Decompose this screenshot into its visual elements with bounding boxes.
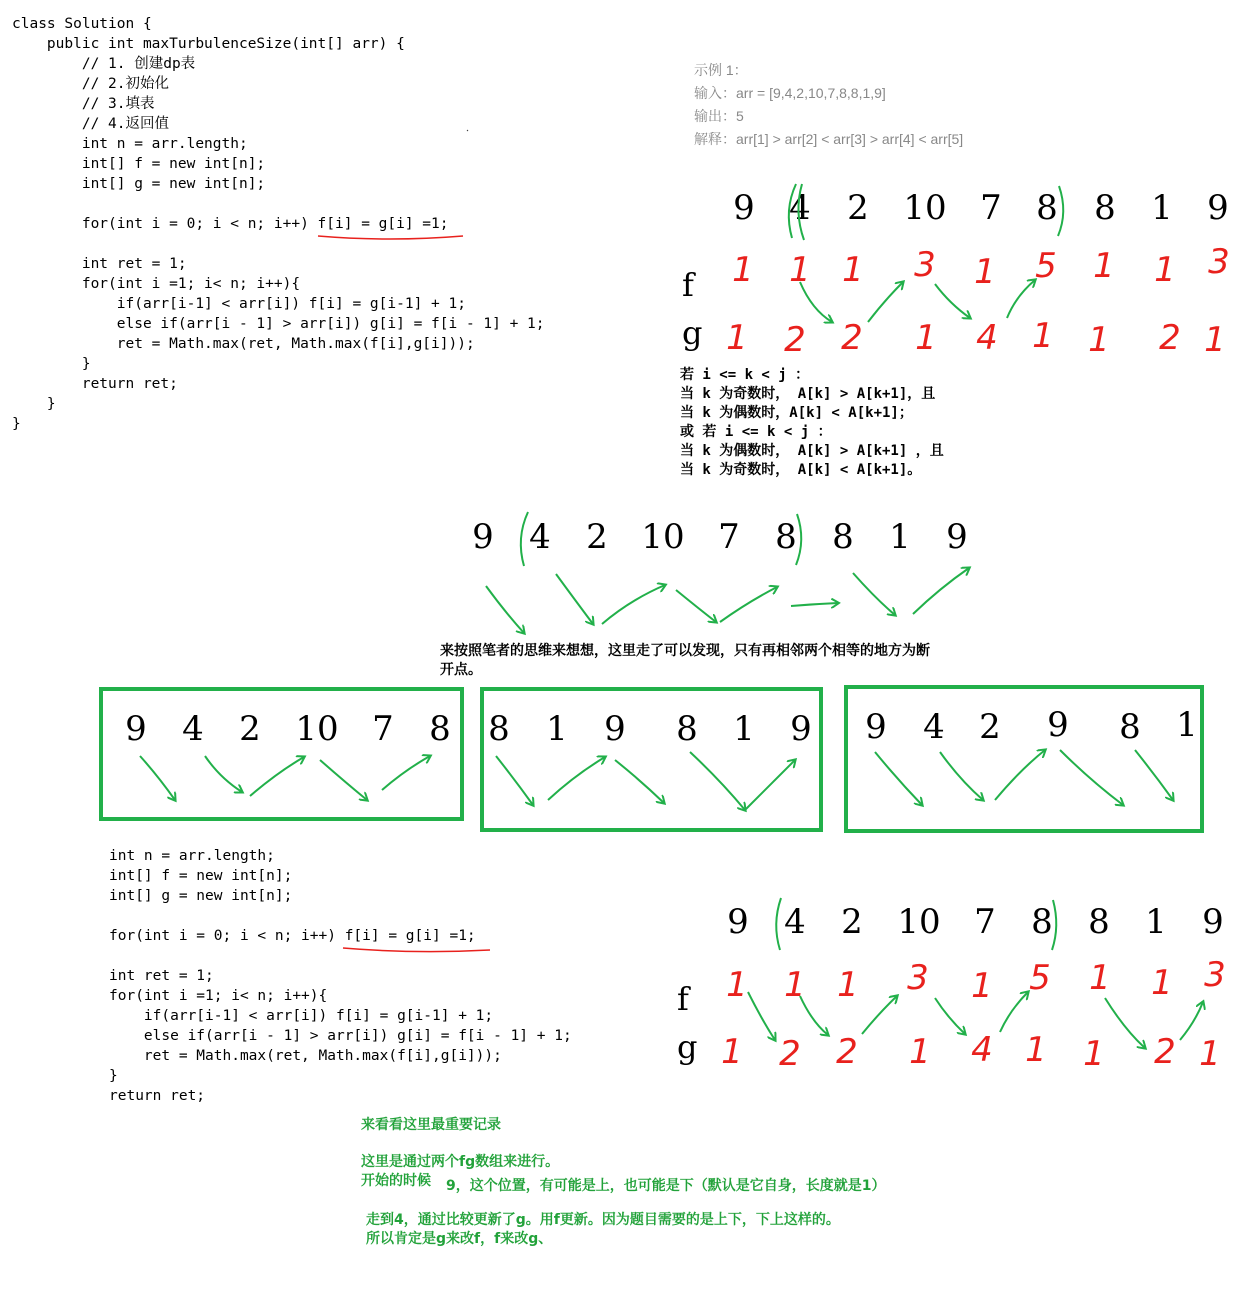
sequence-number: 9 — [1207, 188, 1229, 228]
sequence-number: 7 — [980, 188, 1002, 228]
code-line: } — [12, 396, 56, 412]
f-value: 3 — [1204, 955, 1226, 995]
f-value: 3 — [907, 958, 929, 998]
code-line: if(arr[i-1] < arr[i]) f[i] = g[i-1] + 1; — [109, 1008, 494, 1024]
g-value: 2 — [841, 318, 863, 358]
condition-line: 当 k 为偶数时， A[k] > A[k+1] ，且 — [680, 443, 944, 459]
code-line: } — [12, 416, 21, 432]
code-line: return ret; — [12, 376, 178, 392]
arrow — [868, 282, 903, 322]
f-value: 3 — [914, 245, 936, 285]
sequence-number: 9 — [733, 188, 755, 228]
sequence-number: 4 — [789, 188, 811, 228]
arrow — [913, 568, 969, 614]
g-value: 2 — [779, 1034, 801, 1074]
arrow — [1135, 750, 1173, 800]
arrow — [791, 603, 838, 606]
f-value: 1 — [726, 965, 748, 1005]
arrow — [940, 752, 983, 800]
code-line: // 4.返回值 — [12, 116, 169, 132]
arrow — [748, 992, 775, 1040]
code-line: } — [109, 1068, 118, 1084]
green-bracket — [789, 184, 796, 238]
code-line: else if(arr[i - 1] > arr[i]) g[i] = f[i - 1] + 1; — [109, 1028, 572, 1044]
example-input: 输入：arr = [9,4,2,10,7,8,8,1,9] — [694, 85, 886, 101]
sequence-number: 4 — [529, 517, 551, 557]
green-bracket — [776, 898, 781, 950]
arrow — [690, 752, 745, 810]
condition-line: 当 k 为奇数时， A[k] < A[k+1]。 — [680, 462, 922, 478]
f-value: 3 — [1208, 242, 1230, 282]
arrow — [862, 996, 897, 1034]
arrow — [486, 586, 524, 633]
f-value: 1 — [837, 965, 859, 1005]
g-value: 1 — [1204, 320, 1226, 360]
red-underline — [318, 236, 463, 239]
arrow — [320, 760, 367, 800]
notes-line: 9，这个位置，有可能是上，也可能是下（默认是它自身，长度就是1） — [446, 1178, 886, 1194]
sequence-number: 10 — [903, 188, 947, 228]
g-value: 4 — [976, 318, 998, 358]
arrow — [205, 756, 242, 792]
arrow — [800, 282, 832, 322]
sequence-number: 9 — [946, 517, 968, 557]
notes-line: 走到4，通过比较更新了g。用f更新。因为题目需要的是上下，下上这样的。 — [366, 1212, 840, 1228]
sequence-number: 4 — [784, 902, 806, 942]
code-line: int n = arr.length; — [109, 848, 275, 864]
g-row-label: g — [677, 1028, 698, 1066]
sequence-number: 2 — [841, 902, 863, 942]
box-number: 2 — [979, 707, 1001, 747]
f-value: 5 — [1029, 958, 1051, 998]
sequence-number: 8 — [1088, 902, 1110, 942]
red-underline — [343, 948, 490, 952]
green-bracket — [1052, 900, 1056, 950]
f-value: 1 — [1093, 246, 1115, 286]
f-value: 1 — [842, 250, 864, 290]
green-bracket — [796, 514, 801, 565]
code-line: int[] g = new int[n]; — [109, 888, 293, 904]
sequence-number: 10 — [897, 902, 941, 942]
example-explanation: 解释：arr[1] > arr[2] < arr[3] > arr[4] < arr[5] — [694, 131, 964, 147]
code-line: } — [12, 356, 91, 372]
f-row-label: f — [677, 980, 689, 1018]
code-line: return ret; — [109, 1088, 206, 1104]
arrow — [382, 756, 430, 790]
f-value: 1 — [971, 966, 993, 1006]
code-line: int ret = 1; — [109, 968, 214, 984]
f-row-label: f — [682, 266, 694, 304]
box-number: 8 — [1119, 707, 1141, 747]
f-value: 5 — [1035, 246, 1057, 286]
arrow — [1060, 750, 1123, 805]
box-number: 1 — [1176, 705, 1198, 745]
code-line: int[] f = new int[n]; — [12, 156, 266, 172]
sequence-number: 2 — [847, 188, 869, 228]
g-value: 1 — [1199, 1034, 1221, 1074]
notes-line: 这里是通过两个fg数组来进行。 — [361, 1154, 560, 1170]
notes-title: 来看看这里最重要记录 — [361, 1117, 501, 1133]
green-bracket — [798, 184, 804, 240]
sequence-number: 8 — [1036, 188, 1058, 228]
arrow — [615, 760, 664, 803]
f-value: 1 — [1151, 963, 1173, 1003]
box-number: 7 — [372, 709, 394, 749]
sequence-number: 9 — [1202, 902, 1224, 942]
thought-line: 开点。 — [440, 662, 482, 678]
code-line: for(int i =1; i< n; i++){ — [12, 276, 301, 292]
code-line: ret = Math.max(ret, Math.max(f[i],g[i])); — [109, 1048, 502, 1064]
arrow — [1007, 280, 1035, 318]
f-value: 1 — [1154, 250, 1176, 290]
code-line: ret = Math.max(ret, Math.max(f[i],g[i])); — [12, 336, 475, 352]
arrow — [602, 585, 665, 624]
arrow — [1105, 998, 1145, 1048]
g-row-label: g — [682, 314, 703, 352]
g-value: 4 — [971, 1030, 993, 1070]
box-number: 8 — [676, 709, 698, 749]
sequence-number: 7 — [974, 902, 996, 942]
g-value: 1 — [1032, 316, 1054, 356]
arrow — [250, 757, 304, 796]
arrow — [548, 757, 605, 800]
sequence-number: 9 — [727, 902, 749, 942]
code-line: // 2.初始化 — [12, 76, 169, 92]
box-number: 2 — [239, 709, 261, 749]
arrow — [995, 750, 1045, 800]
g-value: 2 — [836, 1032, 858, 1072]
arrow — [1000, 992, 1028, 1032]
g-value: 2 — [1159, 318, 1181, 358]
condition-line: 若 i <= k < j ： — [680, 367, 810, 383]
g-value: 1 — [909, 1032, 931, 1072]
code-line: int[] f = new int[n]; — [109, 868, 293, 884]
example-title: 示例 1： — [694, 62, 748, 78]
code-line: for(int i = 0; i < n; i++) f[i] = g[i] =1; — [109, 928, 476, 944]
green-bracket — [1058, 186, 1063, 236]
code-line: if(arr[i-1] < arr[i]) f[i] = g[i-1] + 1; — [12, 296, 466, 312]
code-line: public int maxTurbulenceSize(int[] arr) { — [12, 36, 405, 52]
code-line: // 3.填表 — [12, 96, 155, 112]
arrow — [676, 590, 716, 622]
code-line: int n = arr.length; — [12, 136, 248, 152]
f-value: 1 — [784, 965, 806, 1005]
condition-line: 当 k 为奇数时， A[k] > A[k+1]，且 — [680, 386, 936, 402]
arrow — [1180, 1002, 1203, 1040]
sequence-number: 8 — [832, 517, 854, 557]
sequence-number: 1 — [1151, 188, 1173, 228]
g-value: 1 — [721, 1032, 743, 1072]
arrow — [853, 573, 895, 615]
arrow — [496, 756, 533, 805]
notes-line: 开始的时候 — [361, 1173, 431, 1189]
code-line: else if(arr[i - 1] > arr[i]) g[i] = f[i - 1] + 1; — [12, 316, 545, 332]
arrow — [745, 760, 795, 810]
box-number: 9 — [125, 709, 147, 749]
sequence-number: 10 — [641, 517, 685, 557]
box-number: 9 — [604, 709, 626, 749]
arrow — [935, 284, 970, 318]
f-value: 1 — [1089, 958, 1111, 998]
box-number: 8 — [429, 709, 451, 749]
sequence-number: 8 — [1031, 902, 1053, 942]
example-output: 输出：5 — [694, 108, 744, 124]
box-number: 4 — [923, 707, 945, 747]
box-number: 8 — [488, 709, 510, 749]
g-value: 1 — [726, 318, 748, 358]
code-line: for(int i = 0; i < n; i++) f[i] = g[i] =1; — [12, 216, 449, 232]
code-line: // 1. 创建dp表 — [12, 56, 196, 72]
sequence-number: 9 — [472, 517, 494, 557]
arrow — [935, 998, 965, 1034]
box-number: 1 — [733, 709, 755, 749]
dot-mark — [467, 130, 468, 131]
condition-line: 当 k 为偶数时，A[k] < A[k+1]； — [680, 405, 913, 421]
g-value: 2 — [1154, 1032, 1176, 1072]
f-value: 1 — [732, 250, 754, 290]
code-line: for(int i =1; i< n; i++){ — [109, 988, 328, 1004]
sequence-number: 1 — [1145, 902, 1167, 942]
g-value: 1 — [1088, 320, 1110, 360]
code-line: int ret = 1; — [12, 256, 187, 272]
sequence-number: 8 — [1094, 188, 1116, 228]
thought-line: 来按照笔者的思维来想想，这里走了可以发现，只有再相邻两个相等的地方为断 — [440, 643, 930, 659]
arrow — [800, 996, 828, 1035]
g-value: 1 — [915, 318, 937, 358]
arrow — [140, 756, 175, 800]
box-number: 1 — [546, 709, 568, 749]
g-value: 2 — [784, 320, 806, 360]
f-value: 1 — [789, 250, 811, 290]
arrow — [875, 752, 922, 805]
sequence-number: 7 — [718, 517, 740, 557]
sequence-number: 2 — [586, 517, 608, 557]
arrow — [720, 587, 777, 622]
condition-line: 或 若 i <= k < j ： — [680, 424, 832, 440]
arrow — [556, 574, 593, 624]
g-value: 1 — [1025, 1030, 1047, 1070]
box-number: 10 — [295, 709, 339, 749]
code-line: class Solution { — [12, 16, 152, 32]
green-bracket — [521, 512, 528, 566]
g-value: 1 — [1083, 1034, 1105, 1074]
notes-line: 所以肯定是g来改f，f来改g、 — [366, 1231, 553, 1247]
f-value: 1 — [974, 252, 996, 292]
box-number: 9 — [1047, 705, 1069, 745]
box-number: 4 — [182, 709, 204, 749]
box-number: 9 — [790, 709, 812, 749]
code-line: int[] g = new int[n]; — [12, 176, 266, 192]
sequence-number: 8 — [775, 517, 797, 557]
box-number: 9 — [865, 707, 887, 747]
sequence-number: 1 — [889, 517, 911, 557]
